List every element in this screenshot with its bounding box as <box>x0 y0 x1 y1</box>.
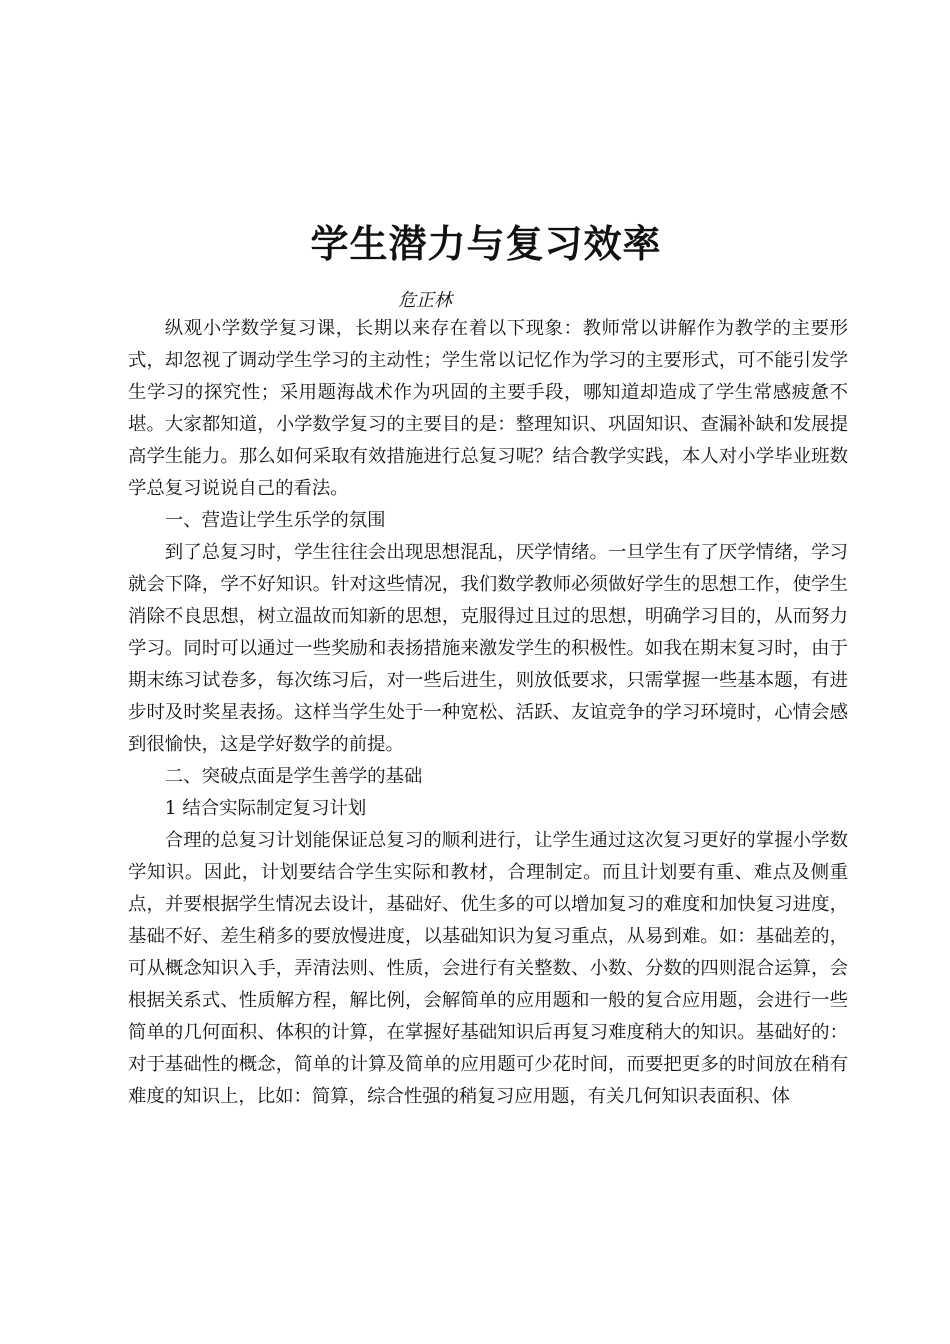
section-heading-1: 一、营造让学生乐学的氛围 <box>164 510 386 531</box>
document-body <box>128 313 848 1113</box>
document-title: 学生潜力与复习效率 <box>310 221 662 266</box>
section-heading-2: 二、突破点面是学生善学的基础 <box>164 766 423 787</box>
author-name: 危正林 <box>398 290 452 311</box>
paragraph-subsection-1: 合理的总复习计划能保证总复习的顺利进行，让学生通过这次复习更好的掌握小学数学知识。因此，计划要结合学生实际和教材，合理制定。而且计划要有重、难点及侧重点，并要根据学生情况去设计，基础好、优生多的可以增加复习的难度和加快复习进度，基础不好、差生稍多的要放慢进度，以基础知识为复习重点，从易到难。如：基础差的，可从概念知识入手，弄清法则、性质，会进行有关整数、小数、分数的四则混合运算，会根据关系式、性质解方程，解比例，会解简单的应用题和一般的复合应用题，会进行一些简单的几何面积、体积的计算，在掌握好基础知识后再复习难度稍大的知识。基础好的：对于基础性的概念，简单的计算及简单的应用题可少花时间，而要把更多的时间放在稍有难度的知识上，比如：简算，综合性强的稍复习应用题，有关几何知识表面积、体 <box>128 830 848 1107</box>
paragraph-intro: 纵观小学数学复习课，长期以来存在着以下现象：教师常以讲解作为教学的主要形式，却忽视了调动学生学习的主动性；学生常以记忆作为学习的主要形式，可不能引发学生学习的探究性；采用题海战术作为巩固的主要手段，哪知道却造成了学生常感疲惫不堪。大家都知道，小学数学复习的主要目的是：整理知识、巩固知识、查漏补缺和发展提高学生能力。那么如何采取有效措施进行总复习呢？结合教学实践，本人对小学毕业班数学总复习说说自己的看法。 <box>128 318 848 499</box>
paragraph-section-1: 到了总复习时，学生往往会出现思想混乱，厌学情绪。一旦学生有了厌学情绪，学习就会下降，学不好知识。针对这些情况，我们数学教师必须做好学生的思想工作，使学生消除不良思想，树立温故而知新的思想，克服得过且过的思想，明确学习目的，从而努力学习。同时可以通过一些奖励和表扬措施来激发学生的积极性。如我在期末复习时，由于期末练习试卷多，每次练习后，对一些后进生，则放低要求，只需掌握一些基本题，有进步时及时奖星表扬。这样当学生处于一种宽松、活跃、友谊竞争的学习环境时，心情会感到很愉快，这是学好数学的前提。 <box>128 542 848 755</box>
subsection-heading-1: 1 结合实际制定复习计划 <box>164 798 367 819</box>
